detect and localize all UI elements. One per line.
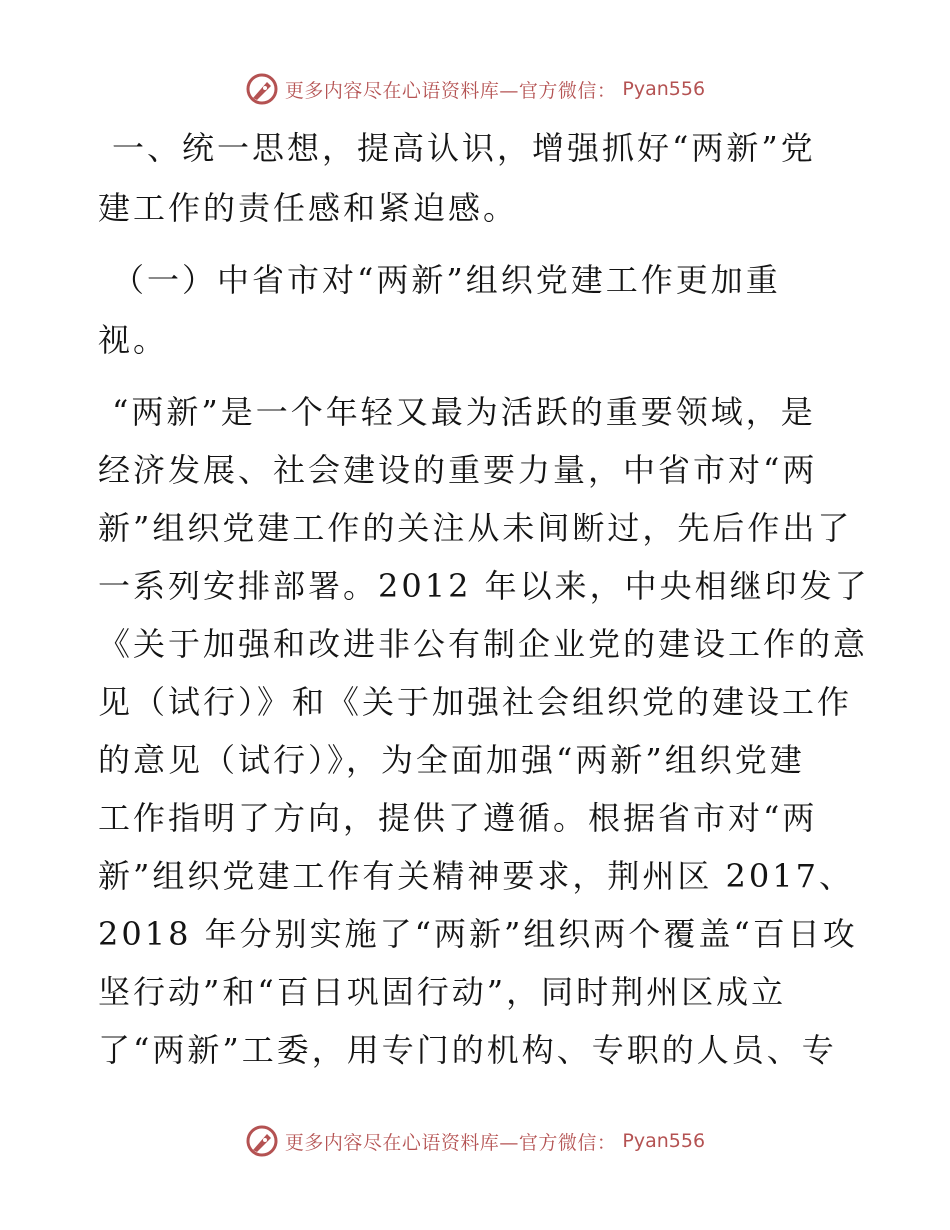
paragraph-line: 一系列安排部署。2012 年以来，中央相继印发了 bbox=[98, 567, 870, 605]
watermark-text: 更多内容尽在心语资料库—官方微信： bbox=[284, 79, 617, 102]
paragraph-line: 坚行动”和“百日巩固行动”，同时荆州区成立 bbox=[98, 973, 787, 1011]
heading-line: 一、统一思想，提高认识，增强抓好“两新”党 bbox=[112, 129, 816, 167]
watermark-text: 更多内容尽在心语资料库—官方微信： bbox=[284, 1131, 617, 1154]
paragraph-line: 《关于加强和改进非公有制企业党的建设工作的意 bbox=[98, 625, 869, 663]
paragraph-line: 工作指明了方向，提供了遵循。根据省市对“两 bbox=[98, 799, 818, 837]
paragraph-line: 2018 年分别实施了“两新”组织两个覆盖“百日攻 bbox=[98, 915, 858, 953]
paragraph-line: 经济发展、社会建设的重要力量，中省市对“两 bbox=[98, 451, 818, 489]
paragraph-line: 见（试行）》和《关于加强社会组织党的建设工作 bbox=[98, 683, 853, 721]
heading-line: 建工作的责任感和紧迫感。 bbox=[98, 189, 519, 227]
watermark-header bbox=[0, 72, 950, 106]
subheading-line: 视。 bbox=[98, 321, 169, 359]
pen-nib-logo-icon bbox=[245, 72, 279, 106]
pen-nib-logo-icon bbox=[245, 1124, 279, 1158]
paragraph-line: 新”组织党建工作的关注从未间断过，先后作出了 bbox=[98, 509, 853, 547]
watermark-footer bbox=[0, 1124, 950, 1158]
watermark-wechat-id: Pyan556 bbox=[622, 78, 706, 100]
paragraph-line: 新”组织党建工作有关精神要求，荆州区 2017、 bbox=[98, 857, 854, 895]
subheading-line: （一）中省市对“两新”组织党建工作更加重 bbox=[112, 261, 781, 299]
watermark-wechat-id: Pyan556 bbox=[622, 1130, 706, 1152]
paragraph-line: “两新”是一个年轻又最为活跃的重要领域，是 bbox=[112, 393, 816, 431]
paragraph-line: 了“两新”工委，用专门的机构、专职的人员、专 bbox=[98, 1031, 837, 1069]
paragraph-line: 的意见（试行）》，为全面加强“两新”组织党建 bbox=[98, 741, 805, 779]
